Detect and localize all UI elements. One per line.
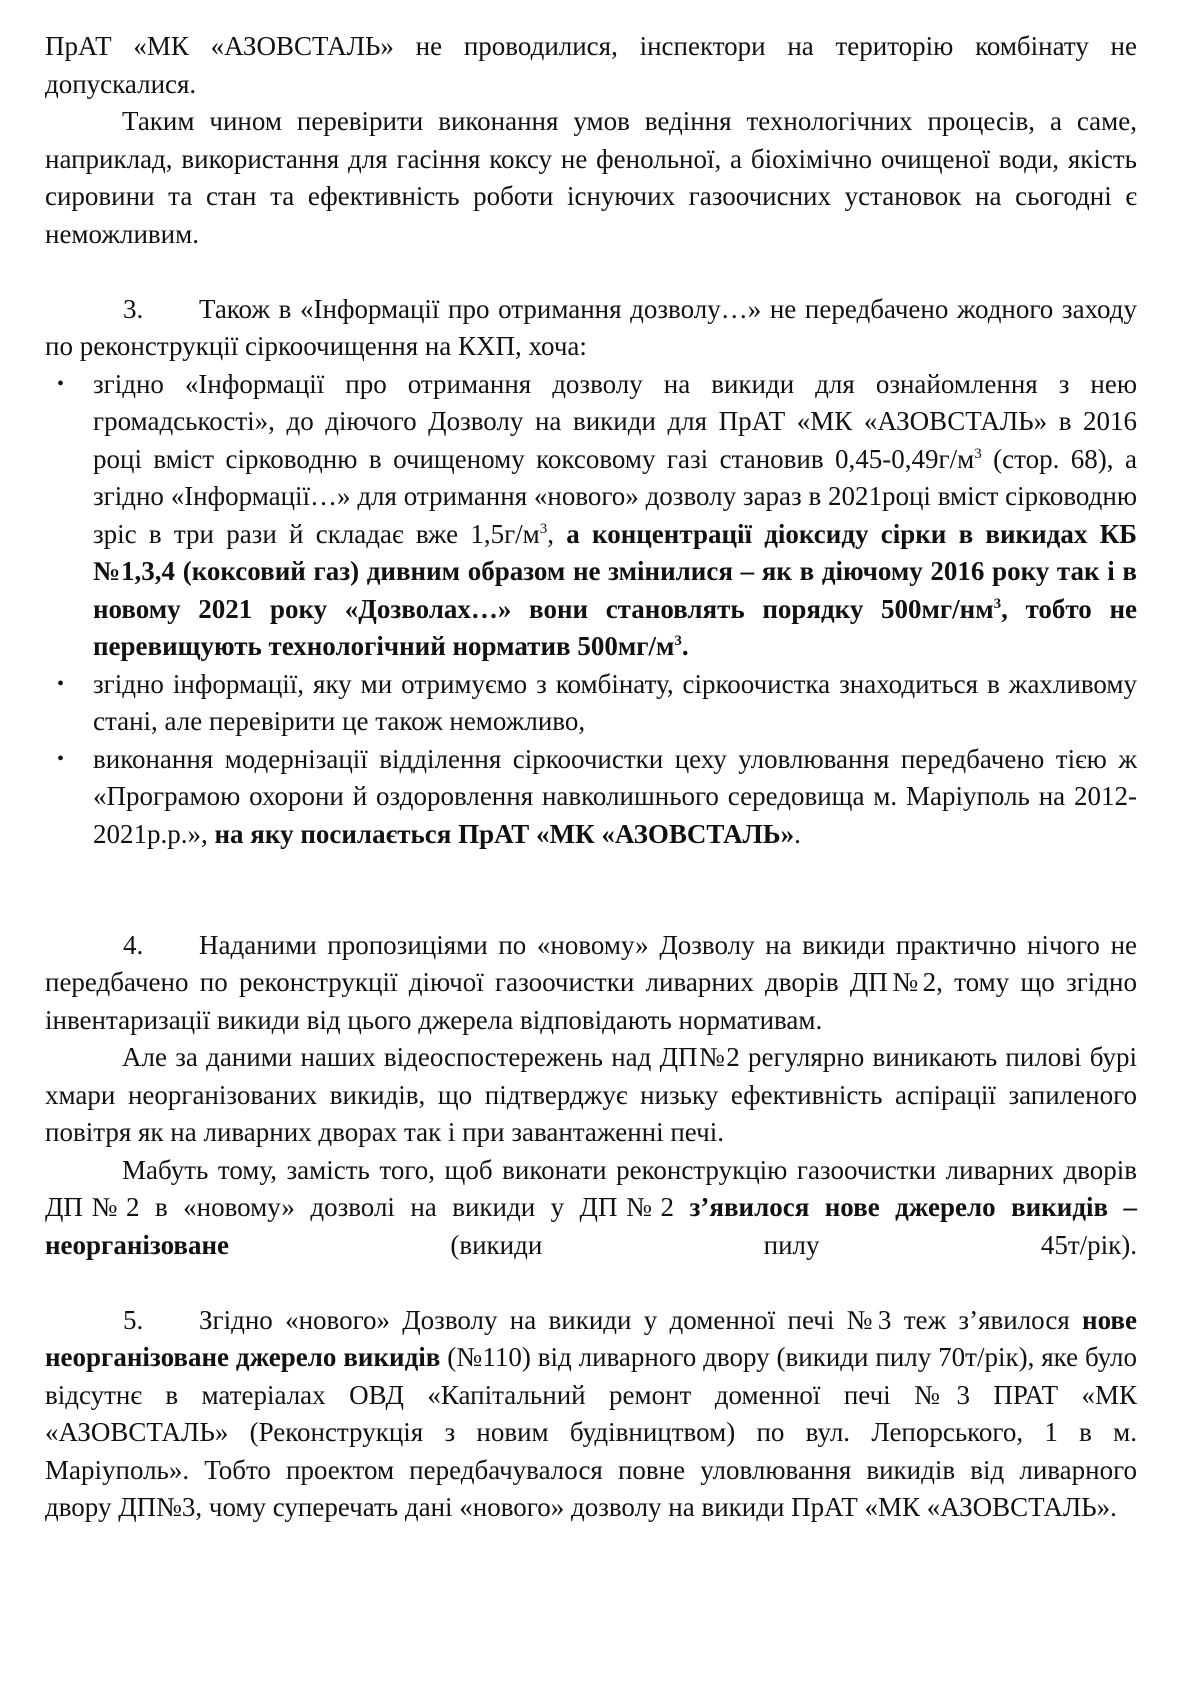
paragraph-intro: ПрАТ «МК «АЗОВСТАЛЬ» не проводилися, інспектори на територію комбінату не допускалися. <box>45 31 1137 99</box>
superscript: 3 <box>993 595 1002 612</box>
list-item <box>45 666 1137 741</box>
bullet-icon: • <box>57 372 65 395</box>
bold-text: на яку посилається ПрАТ «МК «АЗОВСТАЛЬ» <box>214 818 795 849</box>
item-5-text: Згідно «нового» Дозволу на викиди у доменної печі №3 теж з’явилося <box>199 1304 1083 1335</box>
paragraph-new-source <box>45 1152 1137 1265</box>
spacer <box>45 891 1137 927</box>
bullet-icon: • <box>57 747 65 770</box>
superscript: 3 <box>674 633 682 649</box>
item-4-text: Наданими пропозиціями по «новому» Дозволу на викиди практично нічого не передбачено по реконструкції діючої газоочистки ливарних дворів ДП№2, тому що згідно інвентаризації викиди від цього джерела відповідають нормативам. <box>45 929 1137 1035</box>
paragraph-conclusion: Таким чином перевірити виконання умов ведіння технологічних процесів, а саме, наприклад, використання для гасіння коксу не фенольної, а біохімічно очищеної води, якість сировини та стан та ефективність роботи існуючих газоочисних установок на сьогодні є неможливим. <box>45 106 1137 249</box>
item-4 <box>45 927 1137 1040</box>
bullet-icon: • <box>57 672 65 695</box>
spacer <box>45 253 1137 291</box>
paragraph-text: Мабуть тому, замість того, щоб виконати реконструкцію газоочистки ливарних дворів ДП№2 в «новому» дозволі на викиди у ДП№2 <box>45 1154 1137 1222</box>
item-5 <box>45 1302 1137 1527</box>
paragraph-text: (викиди пилу 45т/рік). <box>229 1229 1137 1260</box>
spacer <box>45 1264 1137 1302</box>
superscript: 3 <box>974 445 982 462</box>
item-3 <box>45 291 1137 366</box>
list-item <box>45 366 1137 666</box>
item-number: 5. <box>123 1304 144 1335</box>
bold-text: з’явилося нове джерело викидів – неорганізоване <box>45 1192 1137 1260</box>
bullet-text: . <box>794 818 801 849</box>
bullet-text: згідно «Інформації про отримання дозволу на викиди для ознайомлення з нею громадськості», до діючого Дозволу на викиди для ПрАТ «МК «АЗОВСТАЛЬ» в 2016 році вміст сірководню в очищеному коксовому газі становив 0,45-0,49г/м <box>93 368 1137 474</box>
item-number: 3. <box>123 293 144 324</box>
bold-text: . <box>681 631 689 661</box>
superscript: 3 <box>539 520 548 537</box>
item-number: 4. <box>123 929 144 960</box>
bullet-list <box>45 366 1137 854</box>
bold-text: а концентрації діоксиду сірки в викидах КБ №1,3,4 (коксовий газ) дивним образом не змінилися – як в діючому 2016 року так і в новому 2021 року «Дозволах…» вони становлять порядку 500мг/нм <box>93 518 1137 624</box>
item-5-text: (№110) від ливарного двору (викиди пилу 70т/рік), яке було відсутнє в матеріалах ОВД «Капітальний ремонт доменної печі №3 ПРАТ «МК «АЗОВСТАЛЬ» (Реконструкція з новим будівництвом) по вул. Лепорського, 1 в м. Маріуполь». Тобто проектом передбачувалося повне уловлювання викидів від ливарного двору ДП№3, чому суперечать дані «нового» дозволу на викиди ПрАТ «МК «АЗОВСТАЛЬ». <box>45 1342 1137 1522</box>
bold-text: нове неорганізоване джерело викидів <box>45 1304 1137 1372</box>
bold-text: , тобто не перевищують технологічний норматив 500мг/м <box>93 593 1137 661</box>
item-3-text: Також в «Інформації про отримання дозволу…» не передбачено жодного заходу по реконструкції сіркоочищення на КХП, хоча: <box>45 293 1137 361</box>
spacer <box>45 853 1137 891</box>
list-item <box>45 741 1137 854</box>
bullet-text: (стор. 68), а згідно «Інформації…» для отримання «нового» дозволу зараз в 2021році вміст сірководню зріс в три рази й складає вже 1,5г/м <box>93 443 1137 549</box>
bullet-text: , <box>547 518 567 549</box>
bullet-text: виконання модернізації відділення сіркоочистки цеху уловлювання передбачено тією ж «Програмою охорони й оздоровлення навколишнього середовища м. Маріуполь на 2012-2021р.р.», <box>93 743 1137 849</box>
paragraph-observations: Але за даними наших відеоспостережень над ДП№2 регулярно виникають пилові бурі хмари неорганізованих викидів, що підтверджує низьку ефективність аспірації запиленого повітря як на ливарних дворах так і при завантаженні печі. <box>45 1042 1137 1147</box>
bullet-text: згідно інформації, яку ми отримуємо з комбінату, сіркоочистка знаходиться в жахливому стані, але перевірити це також неможливо, <box>93 668 1137 736</box>
